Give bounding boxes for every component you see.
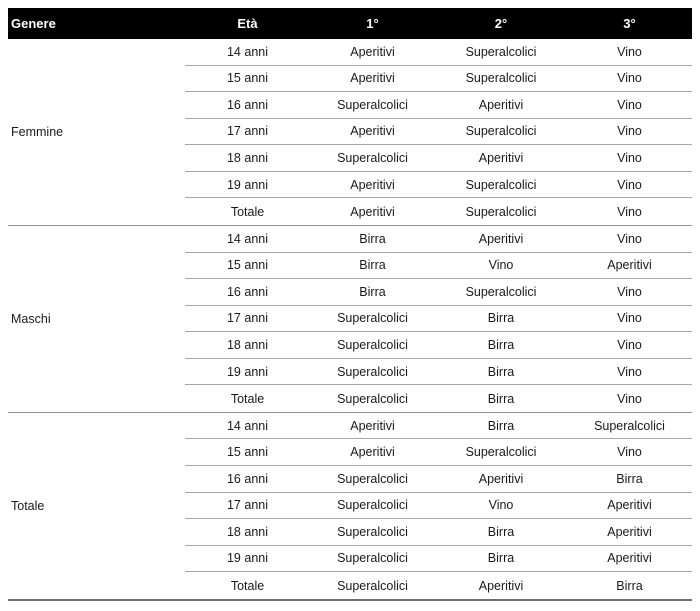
cell-eta: 19 anni bbox=[226, 364, 268, 379]
cell-eta: 14 anni bbox=[226, 418, 268, 433]
cell-rank3: Vino bbox=[617, 44, 642, 59]
cell-rank2: Superalcolici bbox=[465, 445, 537, 460]
table-row bbox=[185, 226, 692, 253]
cell-eta: 14 anni bbox=[226, 231, 268, 246]
cell-eta: Totale bbox=[230, 204, 265, 219]
cell-rank3: Vino bbox=[617, 71, 642, 86]
group-maschi bbox=[8, 226, 692, 413]
cell-rank1: Aperitivi bbox=[350, 71, 395, 86]
cell-rank2: Superalcolici bbox=[465, 71, 537, 86]
cell-rank3: Vino bbox=[617, 97, 642, 112]
cell-eta: 18 anni bbox=[226, 524, 268, 539]
table-row bbox=[185, 332, 692, 359]
cell-rank3: Aperitivi bbox=[607, 258, 652, 273]
cell-rank2: Birra bbox=[487, 391, 515, 406]
cell-rank1: Aperitivi bbox=[350, 177, 395, 192]
cell-eta: 17 anni bbox=[226, 498, 268, 513]
cell-rank1: Superalcolici bbox=[337, 311, 408, 326]
cell-rank3: Vino bbox=[617, 337, 642, 352]
cell-rank1: Aperitivi bbox=[350, 418, 395, 433]
cell-rank2: Birra bbox=[487, 418, 515, 433]
table-row bbox=[185, 359, 692, 386]
table-row bbox=[185, 413, 692, 440]
table-row bbox=[185, 385, 692, 412]
cell-eta: 19 anni bbox=[226, 551, 268, 566]
table-row bbox=[185, 572, 692, 599]
cell-eta: 16 anni bbox=[226, 97, 268, 112]
cell-rank3: Vino bbox=[617, 284, 642, 299]
cell-rank1: Superalcolici bbox=[337, 337, 408, 352]
cell-eta: 18 anni bbox=[226, 337, 268, 352]
group-totale bbox=[8, 413, 692, 601]
cell-eta: Totale bbox=[230, 578, 265, 593]
cell-rank3: Vino bbox=[617, 311, 642, 326]
cell-rank1: Superalcolici bbox=[337, 364, 408, 379]
group-label: Femmine bbox=[11, 124, 64, 139]
table-row bbox=[185, 66, 692, 93]
column-header-genere: Genere bbox=[11, 16, 56, 31]
cell-rank3: Vino bbox=[617, 231, 642, 246]
cell-rank1: Aperitivi bbox=[350, 445, 395, 460]
table-row bbox=[185, 145, 692, 172]
preferences-table bbox=[8, 8, 692, 601]
cell-eta: 16 anni bbox=[226, 471, 268, 486]
table-row bbox=[185, 439, 692, 466]
table-row bbox=[185, 172, 692, 199]
table-row bbox=[185, 92, 692, 119]
cell-rank1: Birra bbox=[359, 284, 386, 299]
cell-eta: 15 anni bbox=[226, 445, 268, 460]
table-body bbox=[8, 39, 692, 601]
table-row bbox=[185, 119, 692, 146]
cell-rank2: Aperitivi bbox=[478, 578, 524, 593]
column-header-rank3: 3° bbox=[623, 16, 636, 31]
cell-eta: 14 anni bbox=[226, 44, 268, 59]
cell-rank1: Birra bbox=[359, 231, 386, 246]
cell-rank3: Vino bbox=[617, 391, 642, 406]
cell-rank3: Vino bbox=[617, 204, 642, 219]
table-row bbox=[185, 279, 692, 306]
cell-rank3: Vino bbox=[617, 445, 642, 460]
cell-rank1: Aperitivi bbox=[350, 44, 395, 59]
cell-eta: 15 anni bbox=[226, 258, 268, 273]
table-row bbox=[185, 546, 692, 573]
table-row bbox=[185, 39, 692, 66]
table-row bbox=[185, 493, 692, 520]
cell-rank2: Birra bbox=[487, 337, 515, 352]
cell-rank3: Aperitivi bbox=[607, 498, 652, 513]
cell-rank1: Birra bbox=[359, 258, 386, 273]
table-row bbox=[185, 306, 692, 333]
table-row bbox=[185, 519, 692, 546]
cell-rank3: Aperitivi bbox=[607, 524, 652, 539]
cell-rank2: Birra bbox=[487, 311, 515, 326]
cell-rank1: Aperitivi bbox=[350, 124, 395, 139]
cell-rank1: Superalcolici bbox=[337, 391, 408, 406]
cell-rank2: Superalcolici bbox=[465, 124, 537, 139]
cell-rank3: Vino bbox=[617, 151, 642, 166]
table-row bbox=[185, 253, 692, 280]
cell-rank3: Superalcolici bbox=[594, 418, 665, 433]
group-femmine bbox=[8, 39, 692, 226]
group-label: Maschi bbox=[11, 311, 51, 326]
cell-rank3: Birra bbox=[616, 471, 643, 486]
column-header-eta: Età bbox=[237, 16, 258, 31]
cell-eta: 16 anni bbox=[226, 284, 268, 299]
cell-rank1: Superalcolici bbox=[337, 551, 408, 566]
cell-rank1: Superalcolici bbox=[337, 524, 408, 539]
table-header-row bbox=[8, 8, 692, 39]
cell-eta: 18 anni bbox=[226, 151, 268, 166]
cell-rank1: Aperitivi bbox=[350, 204, 395, 219]
cell-eta: 15 anni bbox=[226, 71, 268, 86]
cell-rank3: Aperitivi bbox=[607, 551, 652, 566]
cell-rank2: Birra bbox=[487, 551, 515, 566]
cell-rank1: Superalcolici bbox=[337, 97, 408, 112]
cell-rank2: Birra bbox=[487, 364, 515, 379]
cell-rank2: Superalcolici bbox=[465, 177, 537, 192]
cell-rank1: Superalcolici bbox=[337, 578, 408, 593]
column-header-rank2: 2° bbox=[494, 16, 508, 31]
cell-rank1: Superalcolici bbox=[337, 498, 408, 513]
cell-rank2: Superalcolici bbox=[465, 44, 537, 59]
cell-eta: 17 anni bbox=[226, 124, 268, 139]
cell-eta: 19 anni bbox=[226, 177, 268, 192]
cell-rank2: Vino bbox=[488, 498, 514, 513]
cell-rank3: Vino bbox=[617, 177, 642, 192]
table-row bbox=[185, 198, 692, 225]
cell-eta: Totale bbox=[230, 391, 265, 406]
cell-rank2: Superalcolici bbox=[465, 204, 537, 219]
cell-rank2: Vino bbox=[488, 258, 514, 273]
cell-rank2: Superalcolici bbox=[465, 284, 537, 299]
cell-rank2: Aperitivi bbox=[478, 97, 524, 112]
group-label: Totale bbox=[11, 498, 45, 513]
cell-rank2: Birra bbox=[487, 524, 515, 539]
column-header-rank1: 1° bbox=[366, 16, 379, 31]
cell-rank1: Superalcolici bbox=[337, 471, 408, 486]
cell-rank2: Aperitivi bbox=[478, 471, 524, 486]
cell-rank3: Vino bbox=[617, 364, 642, 379]
cell-rank3: Vino bbox=[617, 124, 642, 139]
cell-rank3: Birra bbox=[616, 578, 643, 593]
cell-eta: 17 anni bbox=[226, 311, 268, 326]
table-row bbox=[185, 466, 692, 493]
cell-rank2: Aperitivi bbox=[478, 151, 524, 166]
cell-rank1: Superalcolici bbox=[337, 151, 408, 166]
cell-rank2: Aperitivi bbox=[478, 231, 524, 246]
